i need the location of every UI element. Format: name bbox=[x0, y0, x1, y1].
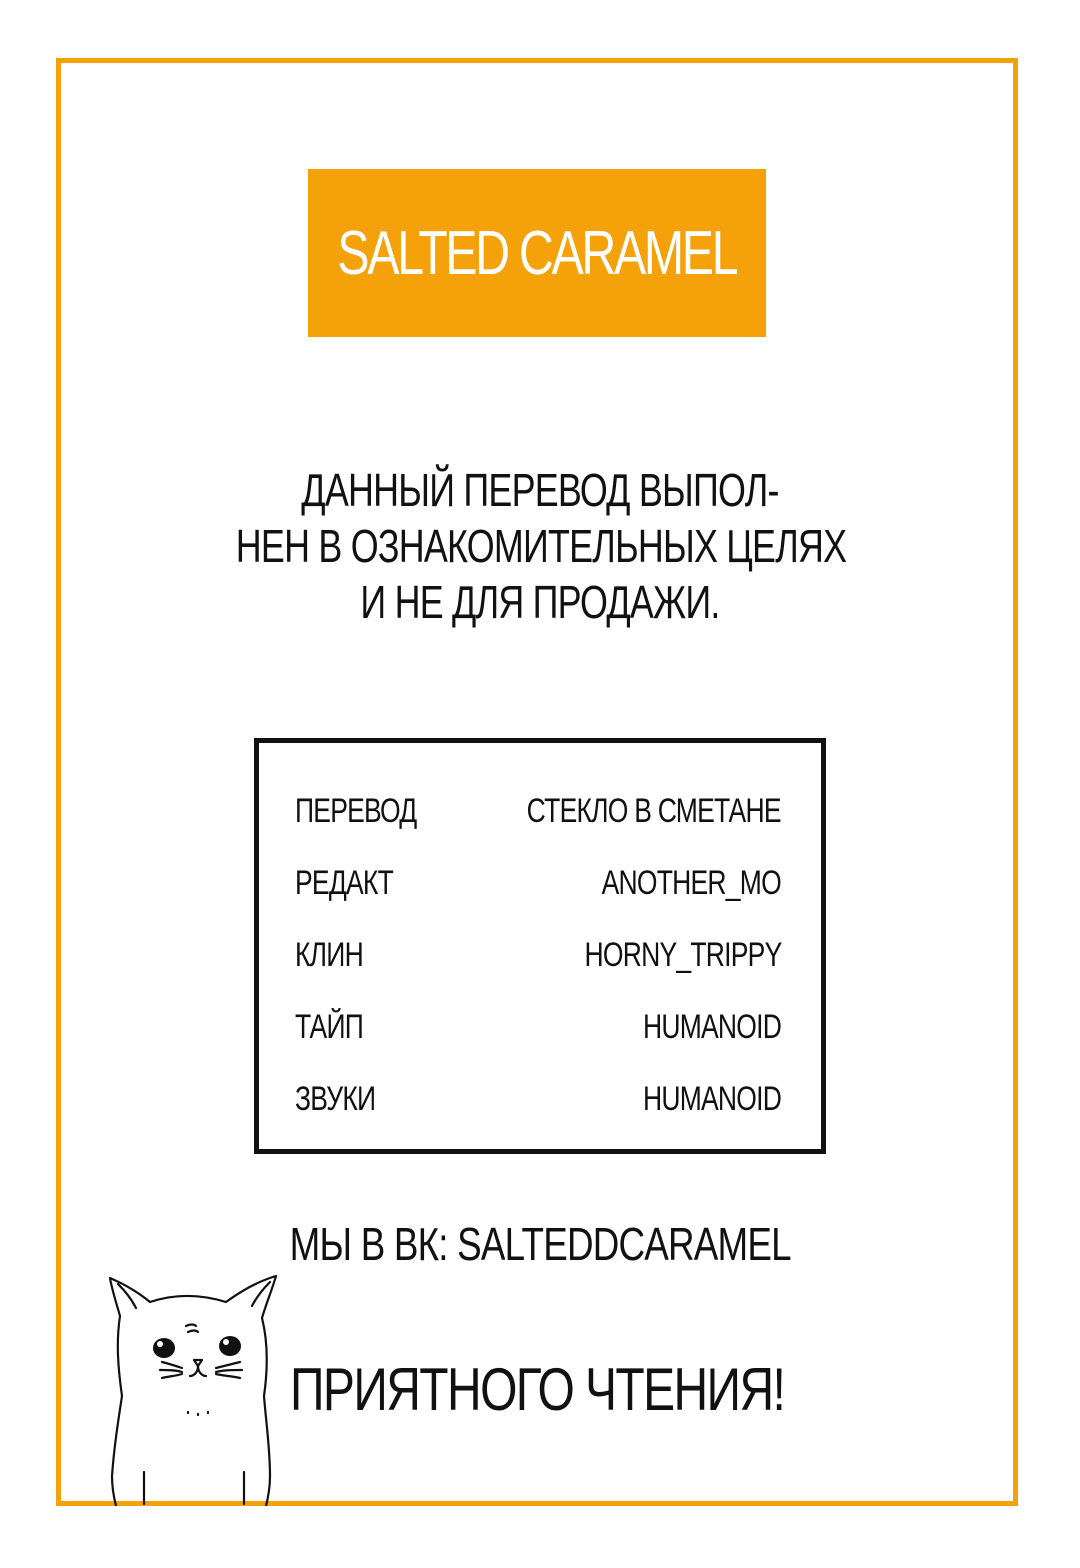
disclaimer-line: И НЕ ДЛЯ ПРОДАЖИ. bbox=[360, 576, 720, 628]
vk-line bbox=[200, 1214, 880, 1274]
disclaimer bbox=[150, 462, 930, 630]
credit-name: HUMANOID bbox=[642, 1008, 781, 1046]
credit-row-sounds bbox=[295, 1077, 781, 1121]
credit-name: HORNY_TRIPPY bbox=[584, 936, 781, 974]
credit-role: ПЕРЕВОД bbox=[295, 792, 417, 830]
vk-text: МЫ В ВК: SALTEDDCARAMEL bbox=[289, 1218, 791, 1270]
credit-name: СТЕКЛО В СМЕТАНЕ bbox=[526, 792, 781, 830]
cat-icon bbox=[104, 1272, 284, 1506]
credit-name: ANOTHER_MO bbox=[601, 864, 781, 902]
greeting bbox=[290, 1352, 850, 1428]
credit-row-typesetting bbox=[295, 1005, 781, 1049]
credit-row-editing bbox=[295, 861, 781, 905]
credit-name: HUMANOID bbox=[642, 1080, 781, 1118]
credit-role: КЛИН bbox=[295, 936, 363, 974]
disclaimer-line: НЕН В ОЗНАКОМИТЕЛЬНЫХ ЦЕЛЯХ bbox=[235, 520, 847, 572]
credit-role: ЗВУКИ bbox=[295, 1080, 376, 1118]
title-banner bbox=[308, 169, 766, 337]
credit-row-translation bbox=[295, 789, 781, 833]
title-text: SALTED CARAMEL bbox=[337, 218, 737, 288]
credits-box bbox=[254, 738, 826, 1154]
credit-row-cleaning bbox=[295, 933, 781, 977]
disclaimer-line: ДАННЫЙ ПЕРЕВОД ВЫПОЛ- bbox=[301, 464, 779, 516]
greeting-text: ПРИЯТНОГО ЧТЕНИЯ! bbox=[290, 1356, 785, 1423]
credit-role: РЕДАКТ bbox=[295, 864, 393, 902]
credit-role: ТАЙП bbox=[295, 1008, 364, 1046]
